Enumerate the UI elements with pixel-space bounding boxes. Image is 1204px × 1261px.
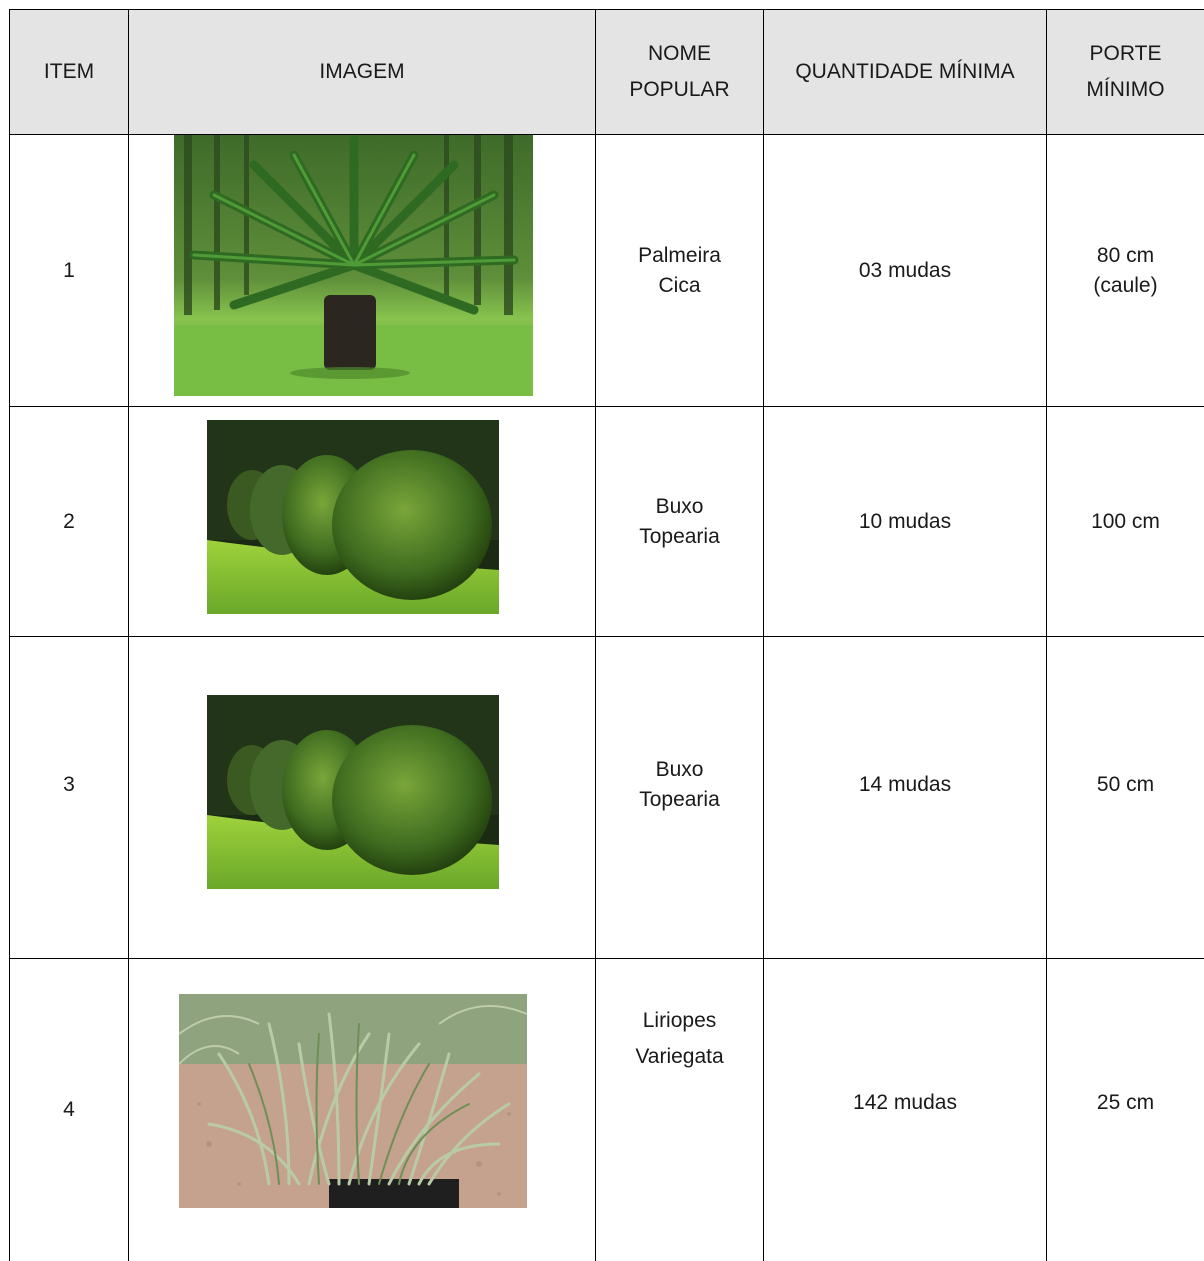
item-number: 2 (63, 509, 75, 533)
table-row-3-size (1047, 637, 1204, 933)
table-row-1-item (10, 135, 128, 406)
size-line1: 50 cm (1096, 773, 1155, 796)
table-row-1-quantity (764, 135, 1046, 406)
table-row-3-name (596, 637, 763, 933)
header-nome-line1: NOME (648, 42, 711, 65)
header-porte-line1: PORTE (1089, 42, 1162, 65)
header-imagem (129, 10, 595, 134)
header-porte-line2: MÍNIMO (1086, 78, 1165, 101)
variegated-liriope-photo (179, 994, 527, 1208)
table-row-2-size (1047, 407, 1204, 636)
plant-name-line2: Topearia (639, 788, 720, 811)
plant-name-line2: Cica (658, 273, 701, 297)
size-line1: 25 cm (1096, 1091, 1155, 1114)
header-quantidade-label: QUANTIDADE MÍNIMA (795, 60, 1015, 83)
table-row-4-item (10, 959, 128, 1261)
table-row-2-name (596, 407, 763, 636)
header-nome-popular (596, 10, 763, 134)
table-row-4-size (1047, 959, 1204, 1247)
header-porte (1047, 10, 1204, 134)
quantity-value: 14 mudas (858, 773, 952, 796)
item-number: 3 (63, 773, 75, 796)
quantity-value: 10 mudas (858, 509, 952, 533)
boxwood-topiary-photo (207, 695, 499, 889)
header-item (10, 10, 128, 134)
plant-name-line1: Buxo (655, 758, 704, 781)
item-number: 1 (63, 258, 75, 282)
plant-name-line1: Buxo (655, 494, 704, 518)
size-line2: (caule) (1093, 273, 1158, 297)
cycad-palm-photo (174, 135, 533, 396)
plant-name-line1: Liriopes (642, 1009, 717, 1032)
header-quantidade (764, 10, 1046, 134)
size-line1: 100 cm (1091, 509, 1160, 533)
table-row-4-quantity (764, 959, 1046, 1247)
table-row-4-name (596, 959, 763, 1261)
boxwood-topiary-photo (207, 420, 499, 614)
plant-name-line2: Topearia (639, 524, 720, 548)
table-border (128, 9, 129, 1261)
quantity-value: 03 mudas (858, 258, 952, 282)
table-row-3-item (10, 637, 128, 933)
table-row-3-quantity (764, 637, 1046, 933)
header-item-label: ITEM (43, 60, 95, 83)
header-nome-line2: POPULAR (629, 78, 730, 101)
item-number: 4 (63, 1098, 75, 1121)
table-row-2-item (10, 407, 128, 636)
table-row-1-name (596, 135, 763, 406)
size-line1: 80 cm (1096, 243, 1155, 267)
table-row-1-size (1047, 135, 1204, 406)
quantity-value: 142 mudas (853, 1091, 957, 1114)
plant-name-line1: Palmeira (638, 243, 721, 267)
plant-name-line2: Variegata (635, 1045, 724, 1068)
header-imagem-label: IMAGEM (319, 60, 405, 83)
table-row-2-quantity (764, 407, 1046, 636)
